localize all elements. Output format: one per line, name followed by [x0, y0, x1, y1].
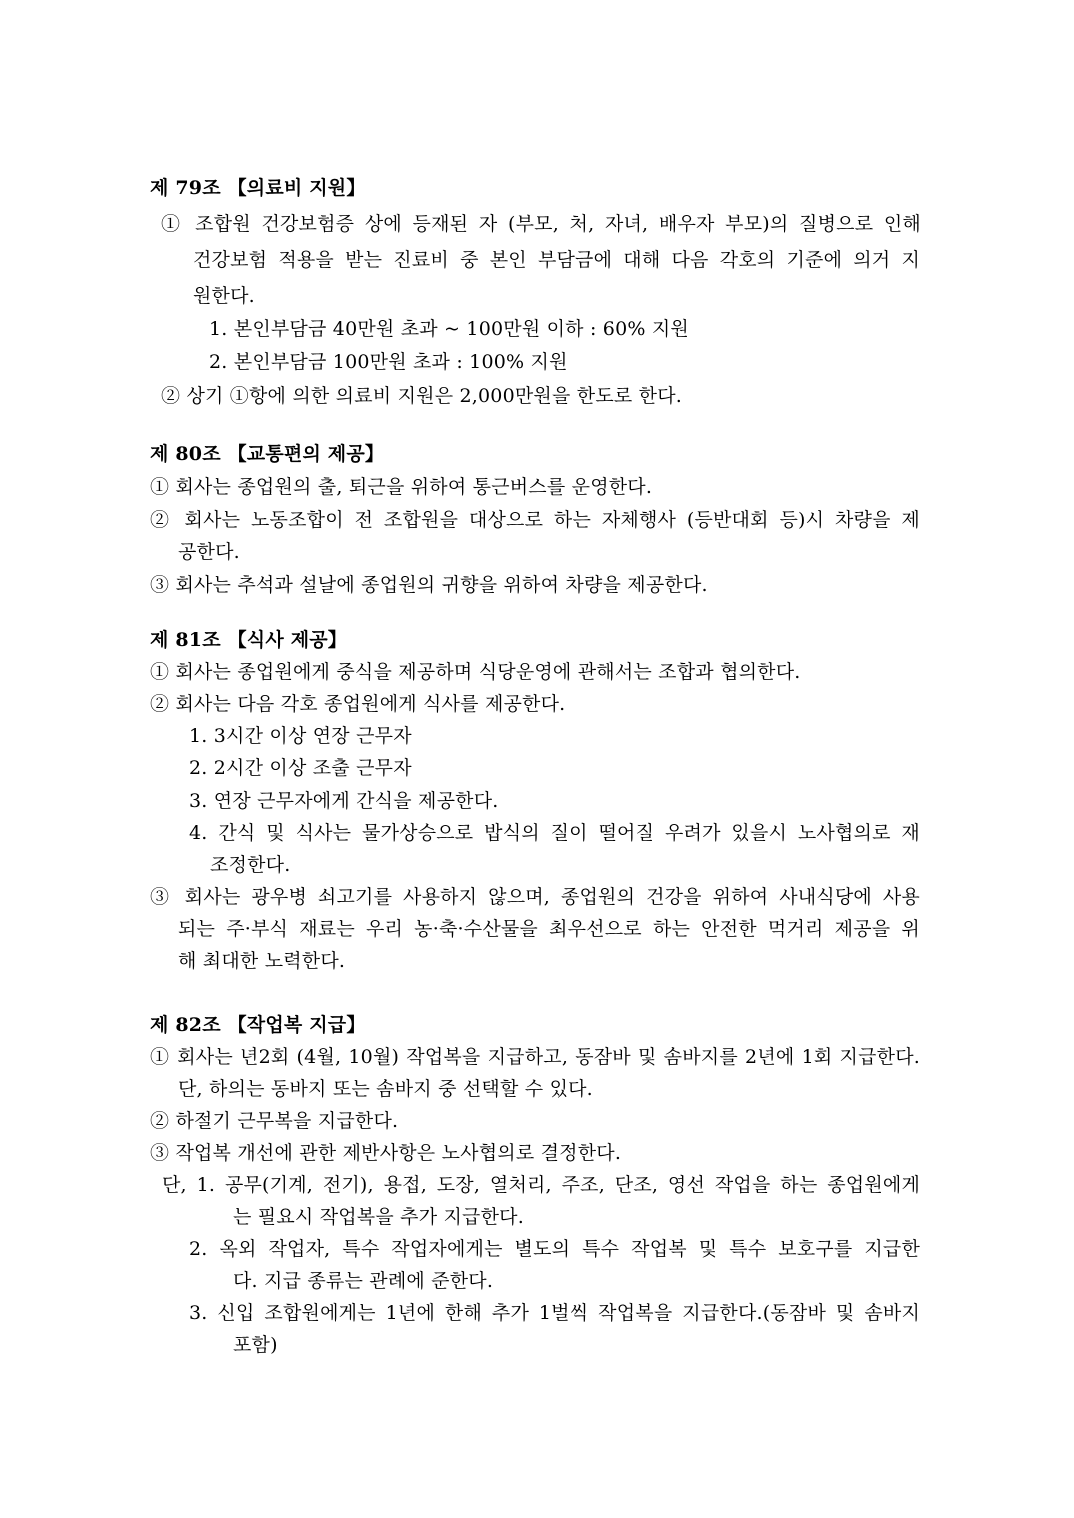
article-81-line: 조정한다.: [210, 854, 291, 876]
article-81-line: 4. 간식 및 식사는 물가상승으로 밥식의 질이 떨어질 우려가 있을시 노사협의로 재: [189, 822, 920, 844]
article-79-line: 원한다.: [193, 285, 255, 307]
article-80-line: ① 회사는 종업원의 출, 퇴근을 위하여 통근버스를 운영한다.: [150, 476, 653, 498]
article-81-heading: 제 81조 【식사 제공】: [150, 629, 348, 651]
article-79-line: 1. 본인부담금 40만원 초과 ~ 100만원 이하 : 60% 지원: [209, 318, 689, 340]
article-81-line: 되는 주·부식 재료는 우리 농·축·수산물을 최우선으로 하는 안전한 먹거리 제공을 위: [178, 918, 920, 940]
article-81-line: ① 회사는 종업원에게 중식을 제공하며 식당운영에 관해서는 조합과 협의한다.: [150, 661, 801, 683]
article-79-heading: 제 79조 【의료비 지원】: [150, 177, 366, 199]
article-80-line: 공한다.: [178, 541, 240, 563]
article-81-line: ② 회사는 다음 각호 종업원에게 식사를 제공한다.: [150, 693, 566, 715]
article-82-line: 3. 신입 조합원에게는 1년에 한해 추가 1벌씩 작업복을 지급한다.(동잠바 및 솜바지: [189, 1302, 920, 1324]
article-81-line: 2. 2시간 이상 조출 근무자: [189, 757, 412, 779]
article-81-line: 해 최대한 노력한다.: [178, 950, 346, 972]
article-82-heading: 제 82조 【작업복 지급】: [150, 1014, 366, 1036]
article-82-line: 단, 1. 공무(기계, 전기), 용접, 도장, 열처리, 주조, 단조, 영선 작업을 하는 종업원에게: [162, 1174, 920, 1196]
article-82-line: ① 회사는 년2회 (4월, 10월) 작업복을 지급하고, 동잠바 및 솜바지를 2년에 1회 지급한다.: [150, 1046, 920, 1068]
article-79-line: ② 상기 ①항에 의한 의료비 지원은 2,000만원을 한도로 한다.: [161, 385, 683, 407]
article-82-line: 단, 하의는 동바지 또는 솜바지 중 선택할 수 있다.: [178, 1078, 593, 1100]
article-82-line: ③ 작업복 개선에 관한 제반사항은 노사협의로 결정한다.: [150, 1142, 622, 1164]
article-79-line: 건강보험 적용을 받는 진료비 중 본인 부담금에 대해 다음 각호의 기준에 의거 지: [193, 249, 920, 271]
article-80-heading: 제 80조 【교통편의 제공】: [150, 443, 385, 465]
article-81-line: 3. 연장 근무자에게 간식을 제공한다.: [189, 790, 499, 812]
article-79-line: 2. 본인부담금 100만원 초과 : 100% 지원: [209, 351, 568, 373]
article-80-line: ③ 회사는 추석과 설날에 종업원의 귀향을 위하여 차량을 제공한다.: [150, 574, 708, 596]
article-79-line: ① 조합원 건강보험증 상에 등재된 자 (부모, 처, 자녀, 배우자 부모)의 질병으로 인해: [161, 213, 921, 235]
article-82-line: ② 하절기 근무복을 지급한다.: [150, 1110, 399, 1132]
article-81-line: ③ 회사는 광우병 쇠고기를 사용하지 않으며, 종업원의 건강을 위하여 사내식당에 사용: [150, 886, 920, 908]
article-82-line: 는 필요시 작업복을 추가 지급한다.: [233, 1206, 524, 1228]
article-82-line: 다. 지급 종류는 관례에 준한다.: [233, 1270, 494, 1292]
article-81-line: 1. 3시간 이상 연장 근무자: [189, 725, 412, 747]
article-82-line: 2. 옥외 작업자, 특수 작업자에게는 별도의 특수 작업복 및 특수 보호구를 지급한: [189, 1238, 920, 1260]
article-80-line: ② 회사는 노동조합이 전 조합원을 대상으로 하는 자체행사 (등반대회 등)시 차량을 제: [150, 509, 920, 531]
article-82-line: 포함): [233, 1334, 278, 1356]
